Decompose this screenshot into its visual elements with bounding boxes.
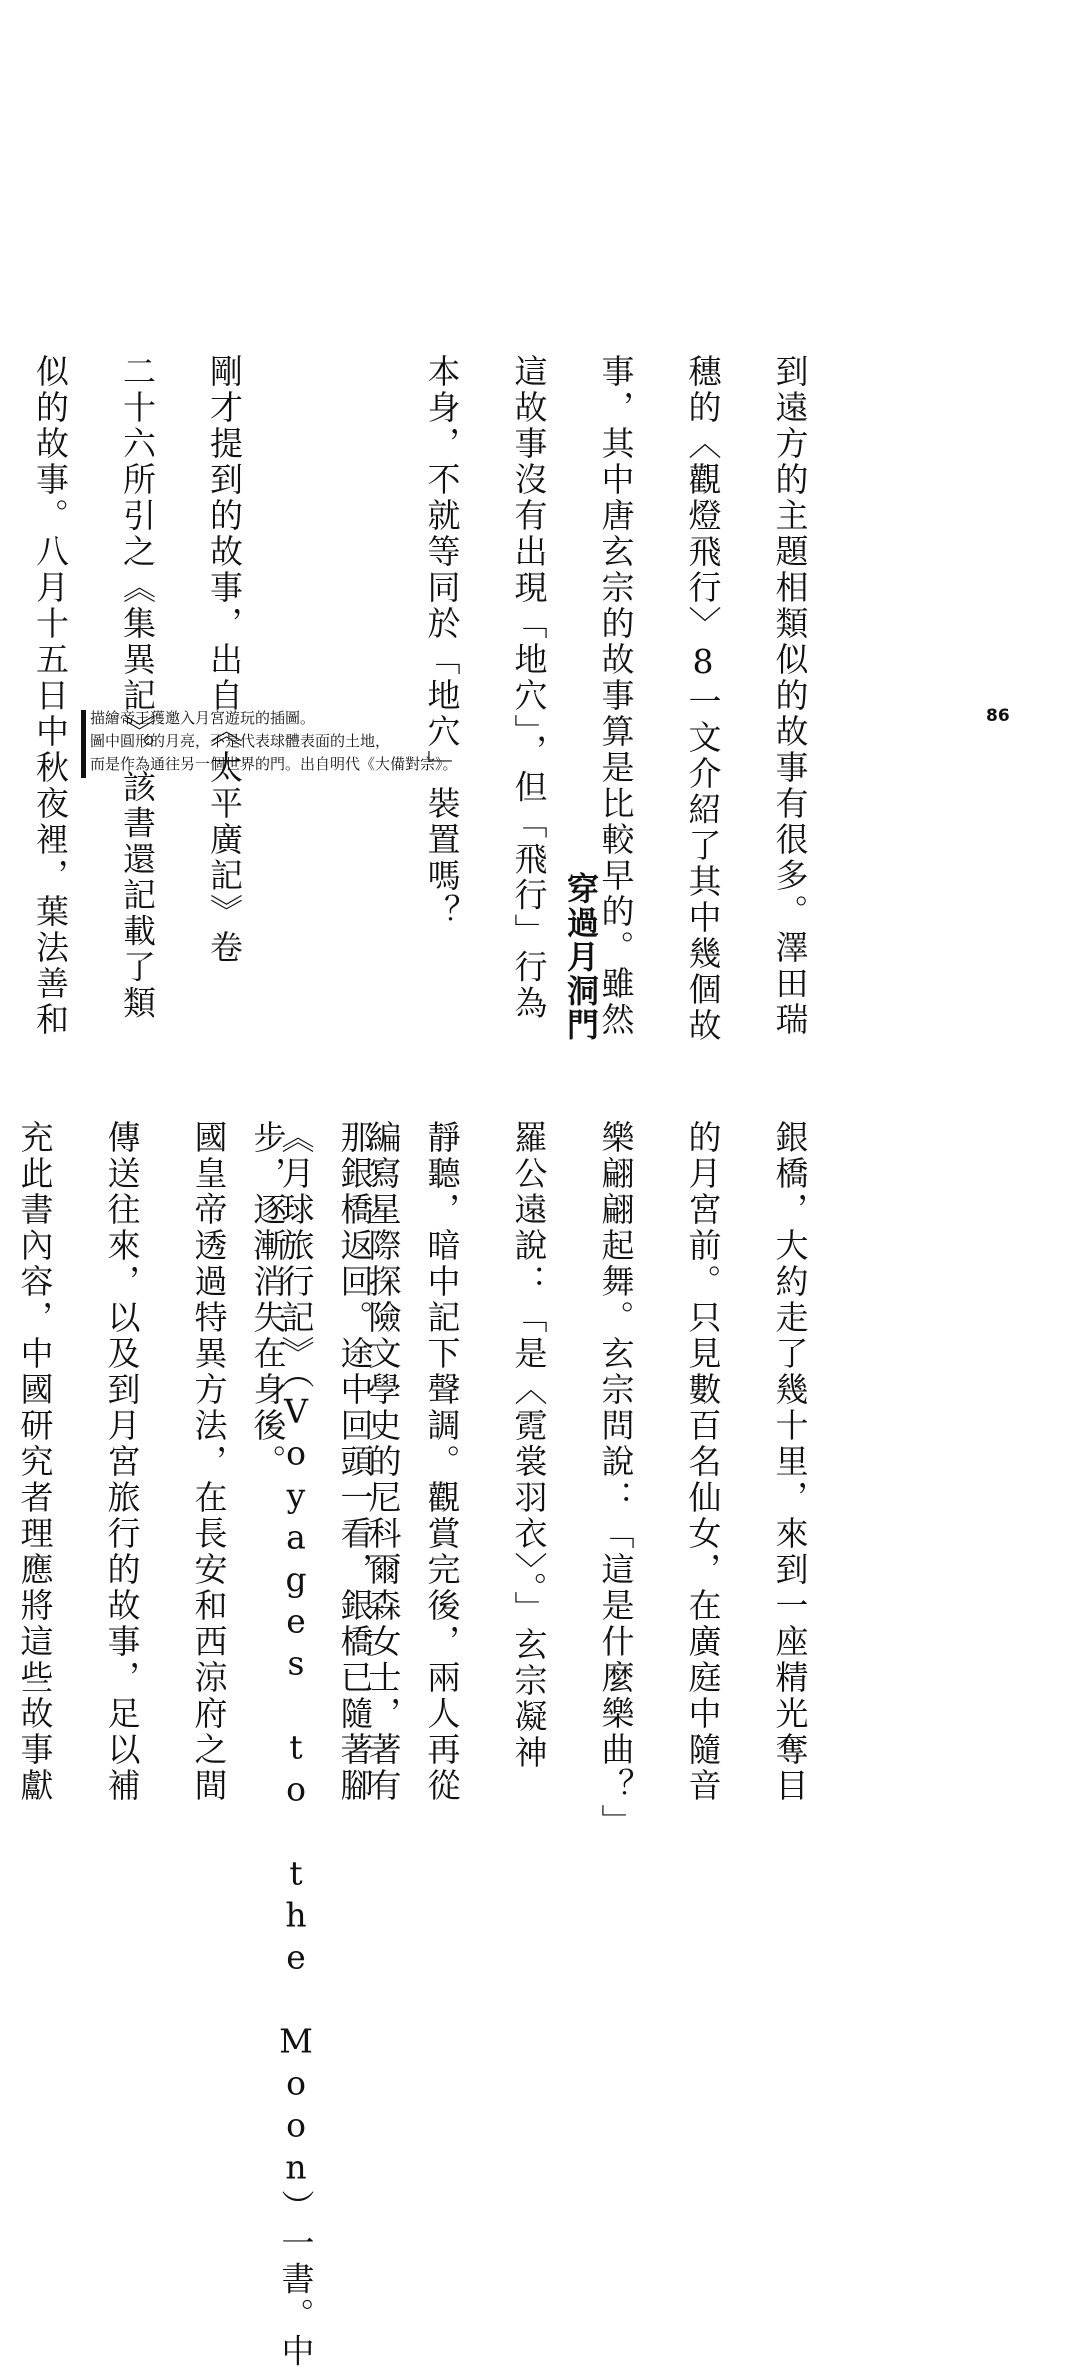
text-line: 步，逐漸消失在身後。 — [248, 1120, 288, 1480]
caption-line: 描繪帝王獲邀入月宮遊玩的插圖。 — [90, 709, 316, 727]
text-line: 銀橋，大約走了幾十里，來到一座精光奪目 — [770, 1120, 810, 1804]
text-line: 二十六所引之《集異記》。該書還記載了類 — [118, 354, 157, 1022]
text-line: 靜聽，暗中記下聲調。觀賞完後，兩人再從 — [422, 1120, 462, 1804]
text-line: 這故事沒有出現「地穴」，但「飛行」行為 — [509, 354, 549, 1022]
text-line: 充此書內容，中國研究者理應將這些故事獻 — [15, 1120, 55, 1804]
text-line: 那銀橋返回。途中回頭一看，銀橋已隨著腳 — [335, 1120, 375, 1804]
caption-line: 而是作為通往另一個世界的門。出自明代《大備對宗》。 — [90, 755, 458, 773]
text-line: 本身，不就等同於「地穴」裝置嗎？ — [422, 354, 462, 930]
text-line: 《月球旅行記》（Voyages to the Moon）一書。中 — [276, 1120, 316, 2370]
text-line: 編寫星際探險文學史的尼科爾森女士，著有 — [363, 1120, 403, 1804]
text-line: 傳送往來，以及到月宮旅行的故事，足以補 — [102, 1120, 142, 1804]
caption-line: 圖中圓形的月亮，不是代表球體表面的土地， — [90, 732, 391, 750]
text-line: 似的故事。八月十五日中秋夜裡，葉法善和 — [31, 354, 70, 1038]
text-line: 樂翩翩起舞。玄宗問說：「這是什麼樂曲？」 — [596, 1120, 636, 1840]
text-line: 的月宮前。只見數百名仙女，在廣庭中隨音 — [683, 1120, 723, 1804]
text-line: 剛才提到的故事，出自《太平廣記》卷 — [205, 354, 244, 966]
text-line: 穗的〈觀燈飛行〉8一文介紹了其中幾個故 — [683, 354, 723, 1044]
text-line: 事，其中唐玄宗的故事算是比較早的。雖然 — [596, 354, 636, 1038]
figure-caption — [90, 707, 650, 776]
text-line: 到遠方的主題相類似的故事有很多。澤田瑞 — [770, 354, 810, 1038]
section-heading: 穿過月洞門 — [562, 872, 600, 1042]
caption-marker-bar — [81, 710, 86, 778]
page-number: 86 — [986, 706, 1010, 726]
text-line: 羅公遠說：「是〈霓裳羽衣〉。」玄宗凝神 — [509, 1120, 549, 1771]
text-line: 國皇帝透過特異方法，在長安和西涼府之間 — [189, 1120, 229, 1804]
